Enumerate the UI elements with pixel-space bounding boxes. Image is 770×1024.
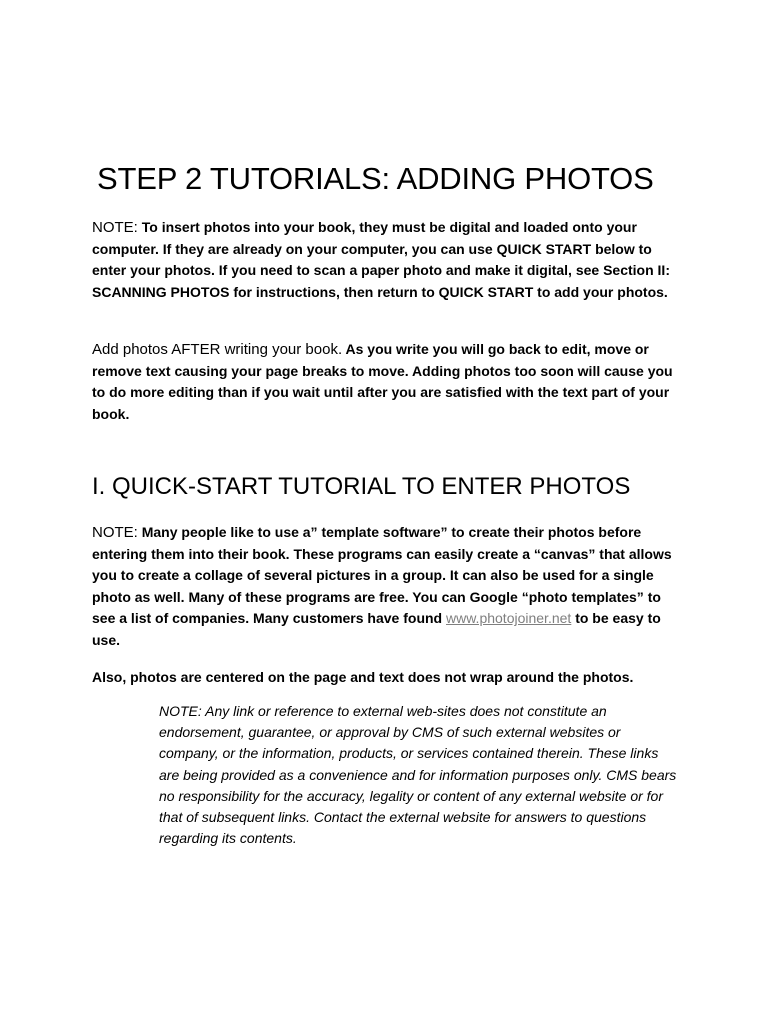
note-text-3-end: to be easy to use. xyxy=(92,610,661,648)
note-lead-2: Add photos AFTER writing your book. xyxy=(92,341,343,358)
photojoiner-link[interactable]: www.photojoiner.net xyxy=(446,610,572,626)
page-title: STEP 2 TUTORIALS: ADDING PHOTOS xyxy=(97,161,654,196)
note-label-1: NOTE: xyxy=(92,219,138,236)
disclaimer-note: NOTE: Any link or reference to external web-sites does not constitute an endorsement, guarantee, or approval by CMS of such external websites or company, or the information, products, or services contained therein. These links are being provided as a convenience and for information purposes only. CMS bears no responsibility for the accuracy, legality or content of any external website or for that of subsequent links. Contact the external website for answers to questions regarding its contents. xyxy=(159,703,677,847)
section-title-quick-start: I. QUICK-START TUTORIAL TO ENTER PHOTOS xyxy=(92,473,631,500)
note-paragraph-3 xyxy=(92,522,682,651)
note-paragraph-2 xyxy=(92,339,682,425)
note-text-3: Many people like to use a” template software” to create their photos before entering them into their book. These programs can easily create a “canvas” that allows you to create a collage of several pictures in a group. It can also be used for a single photo as well. Many of these programs are free. You can Google “photo templates” to see a list of companies. Many customers have found xyxy=(92,524,672,626)
note-text-2: As you write you will go back to edit, move or remove text causing your page breaks to move. Adding photos too soon will cause you to do more editing than if you wait until after you are satisfied with the text part of your book. xyxy=(92,341,673,422)
note-label-3: NOTE: xyxy=(92,524,138,541)
note-paragraph-1 xyxy=(92,217,682,303)
note-text-1: To insert photos into your book, they must be digital and loaded onto your computer. If they are already on your computer, you can use QUICK START below to enter your photos. If you need to scan a paper photo and make it digital, see Section II: SCANNING PHOTOS for instructions, then return to QUICK START to add your photos. xyxy=(92,219,670,300)
note-paragraph-4: Also, photos are centered on the page and text does not wrap around the photos. xyxy=(92,669,634,685)
